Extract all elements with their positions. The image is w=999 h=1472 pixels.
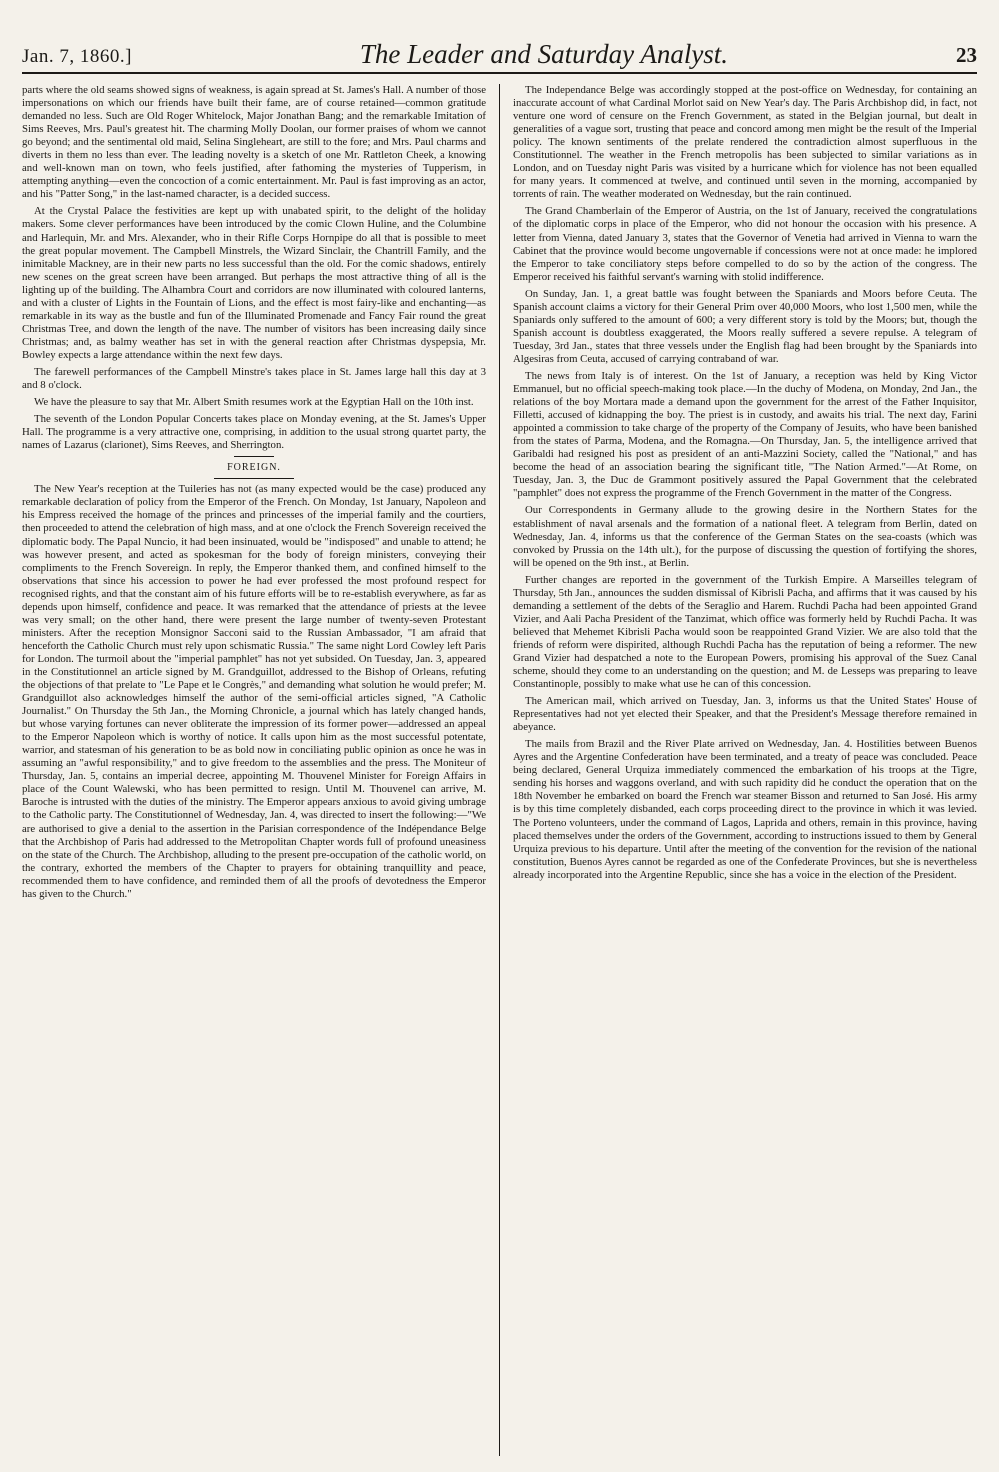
article-paragraph: The seventh of the London Popular Concerts takes place on Monday evening, at the St. James's Upper Hall. The programme is a very attractive one, comprising, in addition to the usual strong quartet party, the names of Lazarus (clarionet), Sims Reeves, and Sherrington. bbox=[22, 413, 486, 452]
article-paragraph: The Grand Chamberlain of the Emperor of Austria, on the 1st of January, received the congratulations of the diplomatic corps in place of the Emperor, who did not honour the occasion with his presence. A letter from Vienna, dated January 3, states that the Governor of Venetia had arrived in Vienna to warn the Cabinet that the province would become ungovernable if concessions were not at once made: he implored the Emperor to take conciliatory steps before compelled to do so by the action of the congress. The Emperor received his faithful servant's warning with stolid indifference. bbox=[513, 205, 977, 283]
section-divider bbox=[214, 478, 294, 479]
publication-title: The Leader and Saturday Analyst. bbox=[359, 39, 729, 69]
article-paragraph: We have the pleasure to say that Mr. Albert Smith resumes work at the Egyptian Hall on the 10th inst. bbox=[34, 396, 474, 409]
article-paragraph: The American mail, which arrived on Tuesday, Jan. 3, informs us that the United States' House of Representatives had not yet elected their Speaker, and that the President's Message therefore remained in abeyance. bbox=[513, 695, 977, 734]
article-paragraph: The Independance Belge was accordingly stopped at the post-office on Wednesday, for containing an inaccurate account of what Cardinal Morlot said on New Year's day. The Paris Archbishop did, in fact, not venture one word of censure on the French Government, as stated in the Belgian journal, but dealt in generalities of a vague sort, trusting that peace and concord among men might be the result of the Imperial policy. The known sentiments of the prelate rendered the contradiction almost superfluous in the Constitutionnel. The weather in the French metropolis has been subjected to similar variations as in London, and on Tuesday night Paris was visited by a hurricane which for violence has not been equalled for many years. It commenced at twelve, and continued until seven in the morning, accompanied by torrents of rain. The weather moderated on Wednesday, but the rain continued. bbox=[513, 84, 977, 201]
article-paragraph: On Sunday, Jan. 1, a great battle was fought between the Spaniards and Moors before Ceuta. The Spanish account claims a victory for their General Prim over 40,000 Moors, who lost 1,500 men, while the Spaniards only suffered to the amount of 600; a very different story is told by the Moors; but, though the Spanish account is doubtless exaggerated, the Moors really suffered a severe repulse. A telegram of Tuesday, 3rd Jan., states that three vessels under the English flag had been brought by the Spaniards into Algesiras from Ceuta, accused of carrying contraband of war. bbox=[513, 287, 977, 365]
right-column bbox=[513, 84, 977, 1456]
left-column bbox=[22, 84, 486, 1456]
article-paragraph: At the Crystal Palace the festivities are kept up with unabated spirit, to the delight of the holiday makers. Some clever performances have been introduced by the comic Clown Huline, and the Columbine and Harlequin, Mr. and Mrs. Alexander, who in their Rifle Corps Hornpipe do all that is possible to meet the great popular movement. The Campbell Minstrels, the Wizard Sinclair, the Chantrill Family, and the inimitable Mackney, are in their new parts no less successful than the old. For the comic shadows, entirely new scenes on the great screen have been arranged. But perhaps the most attractive thing of all is the lighting up of the building. The Alhambra Court and corridors are now illuminated with coloured lanterns, and with a cluster of Lights in the Fountain of Lions, and the effect is most fairy-like and enchanting—as remarkable in its way as the bustle and fun of the Illuminated Promenade and Fancy Fair round the great Christmas Tree, and down the length of the nave. The number of visitors has been increasing daily since Christmas; and, as balmy weather has set in with the general reaction after Christmas dyspepsia, Mr. Bowley expects a large attendance within the next few days. bbox=[22, 205, 486, 361]
column-divider bbox=[499, 84, 500, 1456]
issue-date: Jan. 7, 1860.] bbox=[22, 46, 132, 67]
section-divider bbox=[234, 456, 274, 457]
page-header bbox=[22, 32, 977, 74]
article-paragraph: The New Year's reception at the Tuileries has not (as many expected would be the case) produced any remarkable declaration of policy from the Emperor of the French. On Monday, 1st January, Napoleon and his Empress received the homage of the princes and princesses of the imperial family and the courtiers, then proceeded to attend the celebration of high mass, and at one o'clock the French Sovereign received the diplomatic body. The Papal Nuncio, it had been insinuated, would be "indisposed" and unable to attend; he was however present, and acted as spokesman for the body of foreign ministers, conveying their compliments to the French Sovereign. In reply, the Emperor thanked them, and confined himself to the observations that since his accession to power he had ever professed the most profound respect for recognised rights, and that the constant aim of his future efforts will be to re-establish everywhere, as far as depends upon himself, confidence and peace. It was remarked that the attendance of priests at the levee was very small; on the other hand, there were present the large number of twenty-seven Protestant ministers. After the reception Monsignor Sacconi said to the Russian Ambassador, "I am afraid that henceforth the Catholic Church must rely upon schismatic Russia." The same night Lord Cowley left Paris for London. The turmoil about the "imperial pamphlet" has not yet subsided. On Tuesday, Jan. 3, appeared in the Constitutionnel an article signed by M. Grandguillot, addressed to the Bishop of Orleans, refuting the objections of that prelate to "Le Pape et le Congrès," and demanding what solution he would prefer; M. Grandguillot also acknowledges himself the author of the semi-official articles signed, "A Catholic Journalist." On Thursday the 5th Jan., the Morning Chronicle, a journal which has lately changed hands, but whose varying fortunes can never obliterate the impression of its former power—addressed an appeal to the Emperor Napoleon which is worthy of notice. It calls upon him as the most successful potentate, warrior, and statesman of his generation to be as bold now in conciliating public opinion as once he was in assuming an "awful responsibility," and to give freedom to the assemblies and the press. The Moniteur of Thursday, Jan. 5, contains an imperial decree, appointing M. Thouvenel Minister for Foreign Affairs in place of the Count Walewski, who has been permitted to resign. Until M. Thouvenel can arrive, M. Baroche is intrusted with the duties of the ministry. The Emperor appears anxious to avoid giving umbrage to the Catholic party. The Constitutionnel of Wednesday, Jan. 4, was directed to insert the following:—"We are authorised to give a denial to the assertion in the Parisian correspondence of the Indépendance Belge that the Archbishop of Paris had addressed to the Metropolitan Chapter words full of profound uneasiness on the state of the Church. The Archbishop, alluding to the present pre-occupation of the catholic world, on the contrary, exhorted the members of the Chapter to prayers for obtaining tranquillity and peace, recommended them to have confidence, and reminded them of all the proofs of devotedness the Emperor has given to the Church." bbox=[22, 483, 486, 900]
article-paragraph: Further changes are reported in the government of the Turkish Empire. A Marseilles telegram of Thursday, 5th Jan., announces the sudden dismissal of Kibrisli Pacha, and affirms that it was caused by his demanding a settlement of the debts of the Seraglio and Harem. Ruchdi Pacha had been appointed Grand Vizier, and Aali Pacha President of the Tanzimat, which office was formerly held by Ruchdi Pacha. It was believed that Mehemet Kibrisli Pacha would soon be reappointed Grand Vizier. We are also told that the friends of reform were dispirited, although Ruchdi Pacha has the reputation of being a reformer. The new Grand Vizier had despatched a note to the European Powers, promising his approval of the Suez Canal scheme, should they come to an understanding on the question; and M. de Lesseps was preparing to leave Constantinople, possibly to make what use he can of this concession. bbox=[513, 573, 977, 691]
article-paragraph: The news from Italy is of interest. On the 1st of January, a reception was held by King Victor Emmanuel, but no official speech-making took place.—In the duchy of Modena, on Monday, 2nd Jan., the relations of the boy Mortara made a demand upon the government for the arrest of the Father Inquisitor, Filletti, accused of kidnapping the boy. The priest is in custody, and awaits his trial. The next day, Farini appointed a commission to take charge of the property of the Company of Jesuits, who have been banished from the states of Parma, Modena, and the Romagna.—On Thursday, Jan. 5, the intelligence arrived that Garibaldi had resigned his post as president of an anti-Mazzini Society, called the "National," and has become the head of an association bearing the significant title, "The Nation Armed."—At Rome, on Tuesday, Jan. 3, the Duc de Grammont positively assured the Papal Government that the celebrated "pamphlet" does not express the programme of the French Government in the matter of the Congress. bbox=[513, 369, 977, 500]
page-number: 23 bbox=[955, 43, 977, 67]
article-paragraph: Our Correspondents in Germany allude to the growing desire in the Northern States for the establishment of naval arsenals and the formation of a national fleet. A telegram from Berlin, dated on Wednesday, Jan. 4, informs us that the conference of the German States on the sea-coasts (which was convoked by Prussia on the 14th ult.), for the purpose of discussing the question of fortifying the shores, will be opened on the 9th inst., at Berlin. bbox=[513, 504, 977, 569]
article-paragraph: parts where the old seams showed signs of weakness, is again spread at St. James's Hall. A number of those impersonations on which our friends have built their fame, are of course retained—common gratitude demanded no less. Such are Old Roger Whitelock, Major Jonathan Bang; and the remarkable Imitation of Sims Reeves, Mrs. Paul's greatest hit. The charming Molly Doolan, our former praises of whom we cannot go beyond; and the sentimental old maid, Selina Singleheart, are still to the fore; and Mrs. Paul charms and diverts in them no less than ever. The leading novelty is a sketch of one Mr. Rattleton Cheek, a knowing and well-known man on town, who feels justified, after fathoming the mysteries of Tupperism, in attempting anything—even the concoction of a comic entertainment. Mr. Paul is fast improving as an actor, and his "Patter Song," in the last-named character, is a decided success. bbox=[22, 84, 486, 201]
section-heading-foreign: FOREIGN. bbox=[227, 462, 281, 474]
article-paragraph: The farewell performances of the Campbell Minstre's takes place in St. James large hall this day at 3 and 8 o'clock. bbox=[22, 365, 486, 392]
article-paragraph: The mails from Brazil and the River Plate arrived on Wednesday, Jan. 4. Hostilities between Buenos Ayres and the Argentine Confederation have been terminated, and a treaty of peace was concluded. Peace being declared, General Urquiza immediately commenced the embarkation of his troops at the Tigre, sending his horses and waggons overland, and with such rapidity did he conduct the operation that on the 18th November he embarked on board the French war steamer Bisson and returned to San José. His army is by this time completely disbanded, each corps proceeding direct to the province in which it was levied. The Porteno volunteers, under the command of Lagos, Laprida and others, remain in this province, having placed themselves under the orders of the Government, according to instructions issued to them by General Urquiza previous to his departure. Until after the meeting of the convention for the revision of the national constitution, Buenos Ayres cannot be regarded as one of the Confederate Provinces, but she is nevertheless already incorporated into the Argentine Republic, since she has a voice in the election of the President. bbox=[513, 738, 977, 881]
